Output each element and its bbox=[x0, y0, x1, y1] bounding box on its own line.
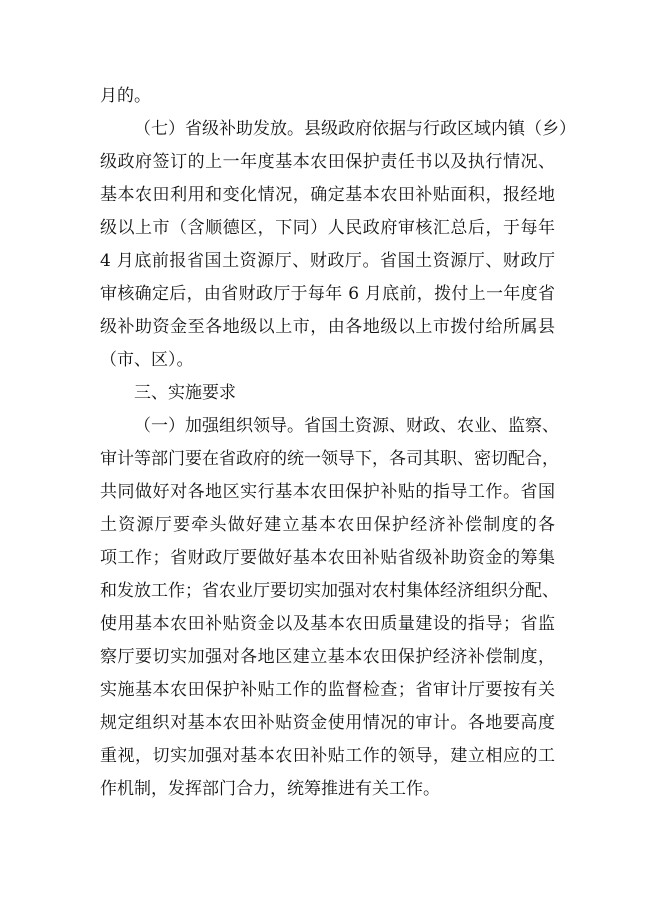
text-line: 级以上市（含顺德区，下同）人民政府审核汇总后，于每年 bbox=[100, 218, 555, 238]
document-body bbox=[100, 80, 576, 806]
text-line: 作机制，发挥部门合力，统筹推进有关工作。 bbox=[100, 779, 440, 799]
paragraph-first-line: （一）加强组织领导。省国土资源、财政、农业、监察、 bbox=[134, 416, 559, 436]
section-heading: 三、实施要求 bbox=[134, 383, 236, 403]
text-line: （市、区）。 bbox=[100, 350, 194, 370]
text-line: 实施基本农田保护补贴工作的监督检查；省审计厅要按有关 bbox=[100, 680, 555, 700]
text-line: 规定组织对基本农田补贴资金使用情况的审计。各地要高度 bbox=[100, 713, 555, 733]
text-line: 级政府签订的上一年度基本农田保护责任书以及执行情况、 bbox=[100, 152, 555, 172]
text-line: 审核确定后，由省财政厅于每年 6 月底前，拨付上一年度省 bbox=[100, 284, 555, 304]
text-line: 审计等部门要在省政府的统一领导下，各司其职、密切配合， bbox=[100, 449, 559, 469]
paragraph-first-line: （七）省级补助发放。县级政府依据与行政区域内镇（乡） bbox=[134, 119, 576, 139]
text-line: 共同做好对各地区实行基本农田保护补贴的指导工作。省国 bbox=[100, 482, 555, 502]
text-line: 重视，切实加强对基本农田补贴工作的领导，建立相应的工 bbox=[100, 746, 555, 766]
text-line: 察厅要切实加强对各地区建立基本农田保护经济补偿制度， bbox=[100, 647, 555, 667]
text-line: 使用基本农田补贴资金以及基本农田质量建设的指导；省监 bbox=[100, 614, 555, 634]
text-line: 土资源厅要牵头做好建立基本农田保护经济补偿制度的各 bbox=[100, 515, 555, 535]
text-line: 项工作；省财政厅要做好基本农田补贴省级补助资金的筹集 bbox=[100, 548, 555, 568]
text-line: 4 月底前报省国土资源厅、财政厅。省国土资源厅、财政厅 bbox=[100, 251, 555, 271]
text-line: 级补助资金至各地级以上市，由各地级以上市拨付给所属县 bbox=[100, 317, 555, 337]
text-line: 月的。 bbox=[100, 86, 151, 106]
text-line: 基本农田利用和变化情况，确定基本农田补贴面积，报经地 bbox=[100, 185, 555, 205]
text-line: 和发放工作；省农业厅要切实加强对农村集体经济组织分配、 bbox=[100, 581, 559, 601]
